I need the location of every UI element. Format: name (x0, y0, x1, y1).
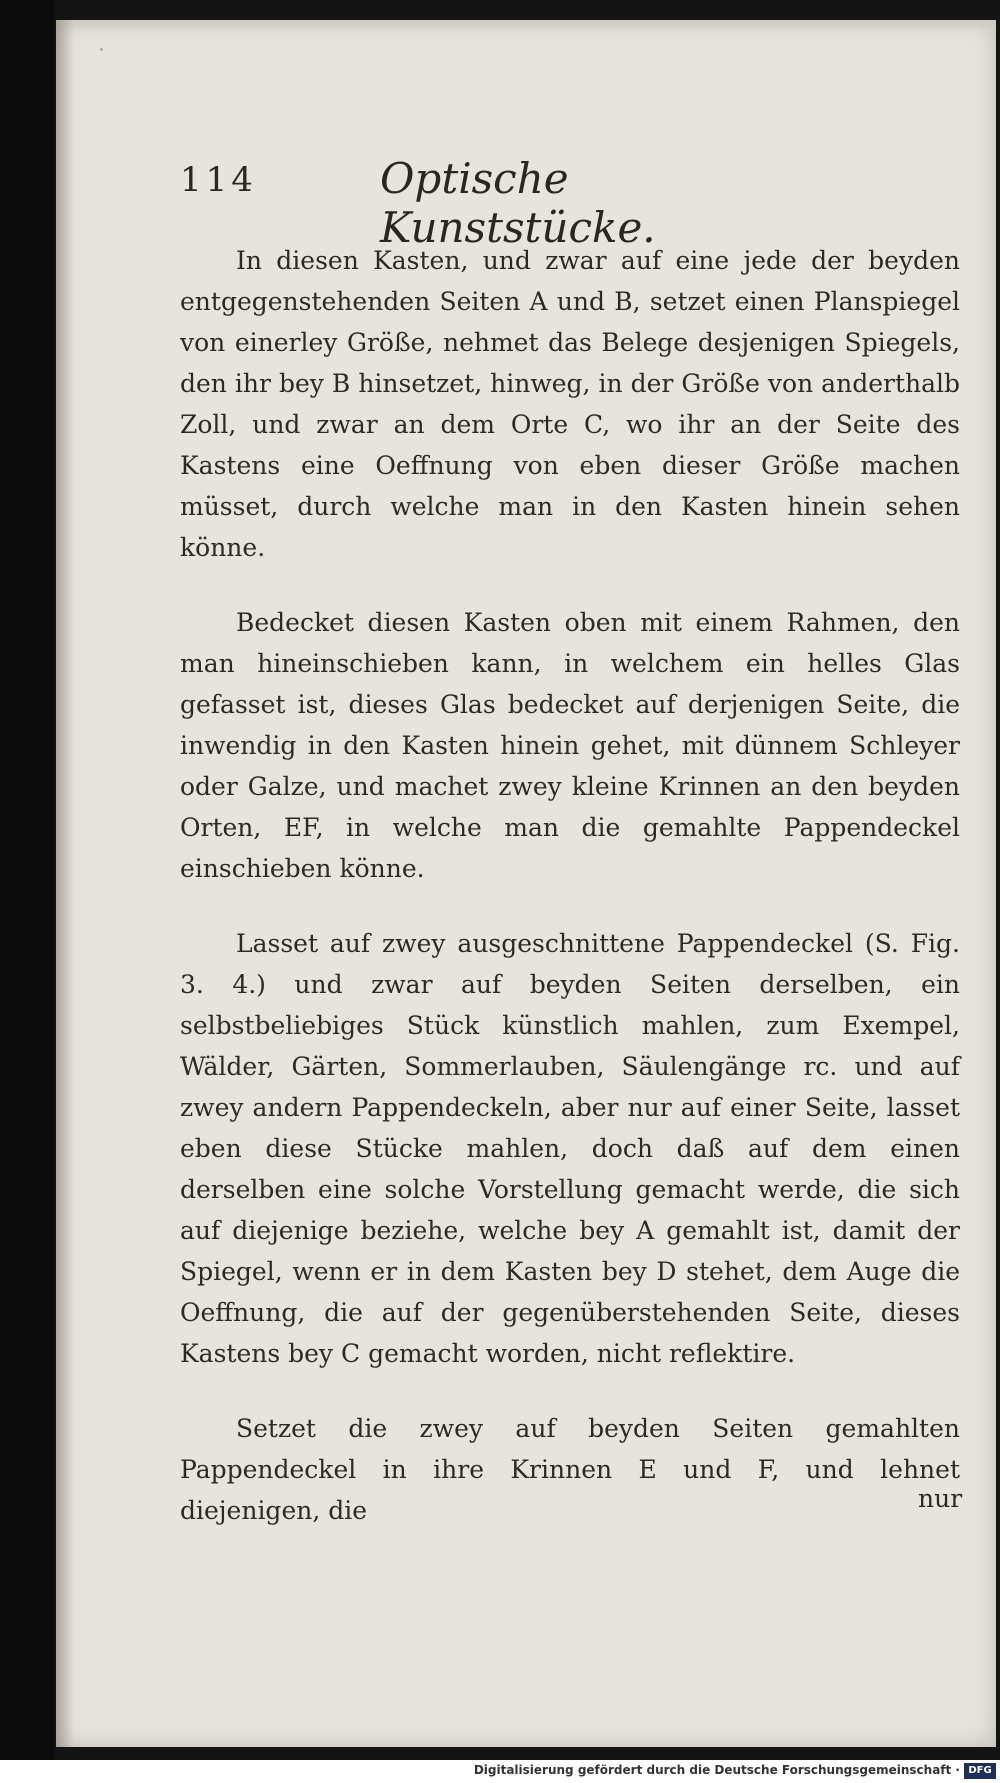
paragraph-2: Bedecket diesen Kasten oben mit einem Rahmen, den man hineinschieben kann, in welchem ein helles Glas gefasset ist, dieses Glas bedecket auf derjenigen Seite, die inwendig in den Kasten hinein gehet, mit dünnem Schleyer oder Galze, und machet zwey kleine Krinnen an den beyden Orten, EF, in welche man die gemahlte Pappendeckel einschieben könne. (180, 608, 960, 883)
page-header (180, 150, 780, 252)
paragraph-3: Lasset auf zwey ausgeschnittene Pappendeckel (S. Fig. 3. 4.) und zwar auf beyden Seiten derselben, ein selbstbeliebiges Stück künstlich mahlen, zum Exempel, Wälder, Gärten, Sommerlauben, Säulengänge rc. und auf zwey andern Pappendeckeln, aber nur auf einer Seite, lasset eben diese Stücke mahlen, doch daß auf dem einen derselben eine solche Vorstellung gemacht werde, die sich auf diejenige beziehe, welche bey A gemahlt ist, damit der Spiegel, wenn er in dem Kasten bey D stehet, dem Auge die Oeffnung, die auf der gegenüberstehenden Seite, dieses Kastens bey C gemacht worden, nicht reflektire. (180, 929, 960, 1368)
paper-speck (100, 48, 103, 51)
catchword: nur (918, 1484, 963, 1513)
body-text (180, 240, 963, 1531)
spine-shadow (56, 20, 74, 1747)
page-number: 114 (180, 160, 257, 200)
funding-credit: Digitalisierung gefördert durch die Deutsche Forschungsgemeinschaft · (473, 1763, 960, 1777)
footer-bar (0, 1760, 1000, 1783)
paragraph-4: Setzet die zwey auf beyden Seiten gemahlten Pappendeckel in ihre Krinnen E und F, und lehnet diejenigen, die (180, 1414, 960, 1525)
paragraph-1: In diesen Kasten, und zwar auf eine jede der beyden entgegenstehenden Seiten A und B, setzet einen Planspiegel von einerley Größe, nehmet das Belege desjenigen Spiegels, den ihr bey B hinsetzet, hinweg, in der Größe von anderthalb Zoll, und zwar an dem Orte C, wo ihr an der Seite des Kastens eine Oeffnung von eben dieser Größe machen müsset, durch welche man in den Kasten hinein sehen könne. (180, 246, 960, 562)
running-title: Optische Kunststücke. (380, 154, 656, 252)
book-edge (0, 0, 54, 1760)
dfg-logo: DFG (964, 1763, 996, 1779)
